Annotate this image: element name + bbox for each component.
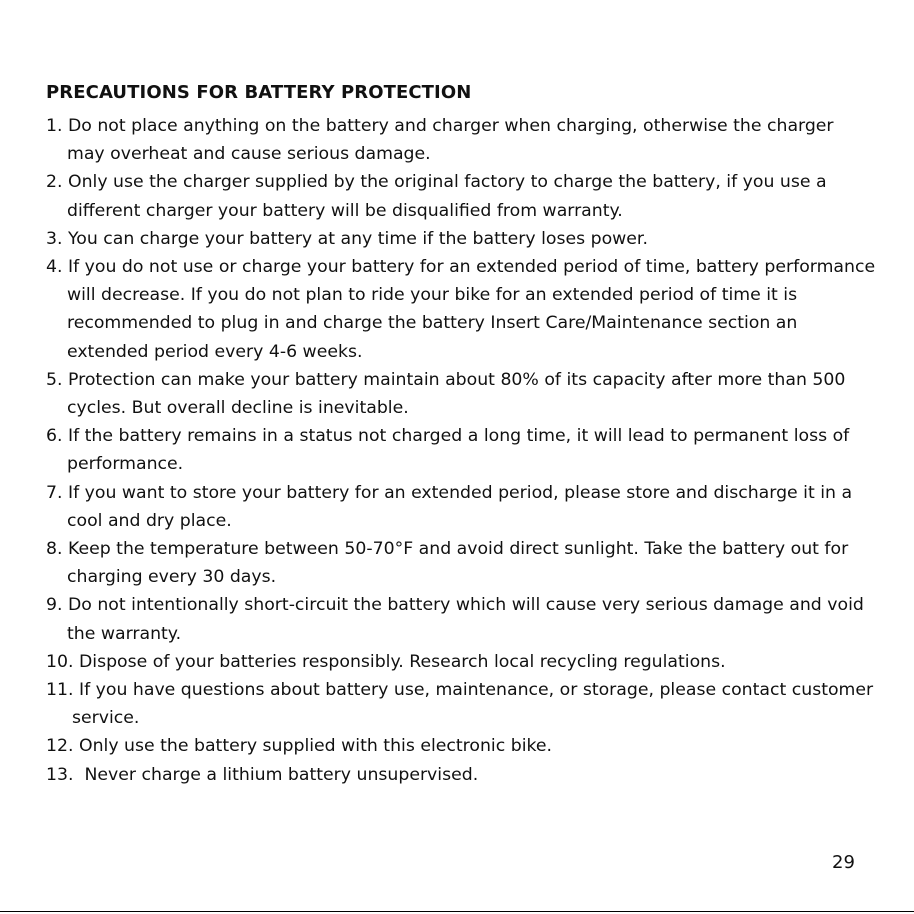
list-item: 4. If you do not use or charge your battery for an extended period of time, battery performance will decrease. If you do not plan to ride your bike for an extended period of time it is recommended to plug in and charge the battery Insert Care/Maintenance section an extended period every 4-6 weeks.	[46, 257, 881, 362]
list-item: 12. Only use the battery supplied with this electronic bike.	[46, 736, 553, 757]
list-item: 9. Do not intentionally short-circuit the battery which will cause very serious damage and void the warranty.	[46, 595, 870, 644]
list-item: 2. Only use the charger supplied by the original factory to charge the battery, if you use a different charger your battery will be disqualified from warranty.	[46, 172, 833, 221]
list-item: 10. Dispose of your batteries responsibly. Research local recycling regulations.	[46, 651, 726, 672]
list-item: 7. If you want to store your battery for an extended period, please store and discharge it in a cool and dry place.	[46, 482, 858, 531]
list-item: 3. You can charge your battery at any time if the battery loses power.	[46, 228, 648, 249]
list-item: 11. If you have questions about battery use, maintenance, or storage, please contact customer service.	[46, 680, 879, 729]
list-item: 8. Keep the temperature between 50-70°F and avoid direct sunlight. Take the battery out for charging every 30 days.	[46, 539, 854, 588]
precautions-list	[46, 112, 881, 789]
list-item: 6. If the battery remains in a status not charged a long time, it will lead to permanent loss of performance.	[46, 426, 855, 475]
page-number: 29	[832, 852, 855, 873]
section-heading: PRECAUTIONS FOR BATTERY PROTECTION	[46, 82, 472, 103]
list-item: 5. Protection can make your battery maintain about 80% of its capacity after more than 500 cycles. But overall decline is inevitable.	[46, 369, 851, 419]
bottom-rule	[0, 911, 914, 912]
list-item: 1. Do not place anything on the battery and charger when charging, otherwise the charger may overheat and cause serious damage.	[46, 116, 840, 165]
list-item: 13. Never charge a lithium battery unsupervised.	[46, 764, 479, 785]
